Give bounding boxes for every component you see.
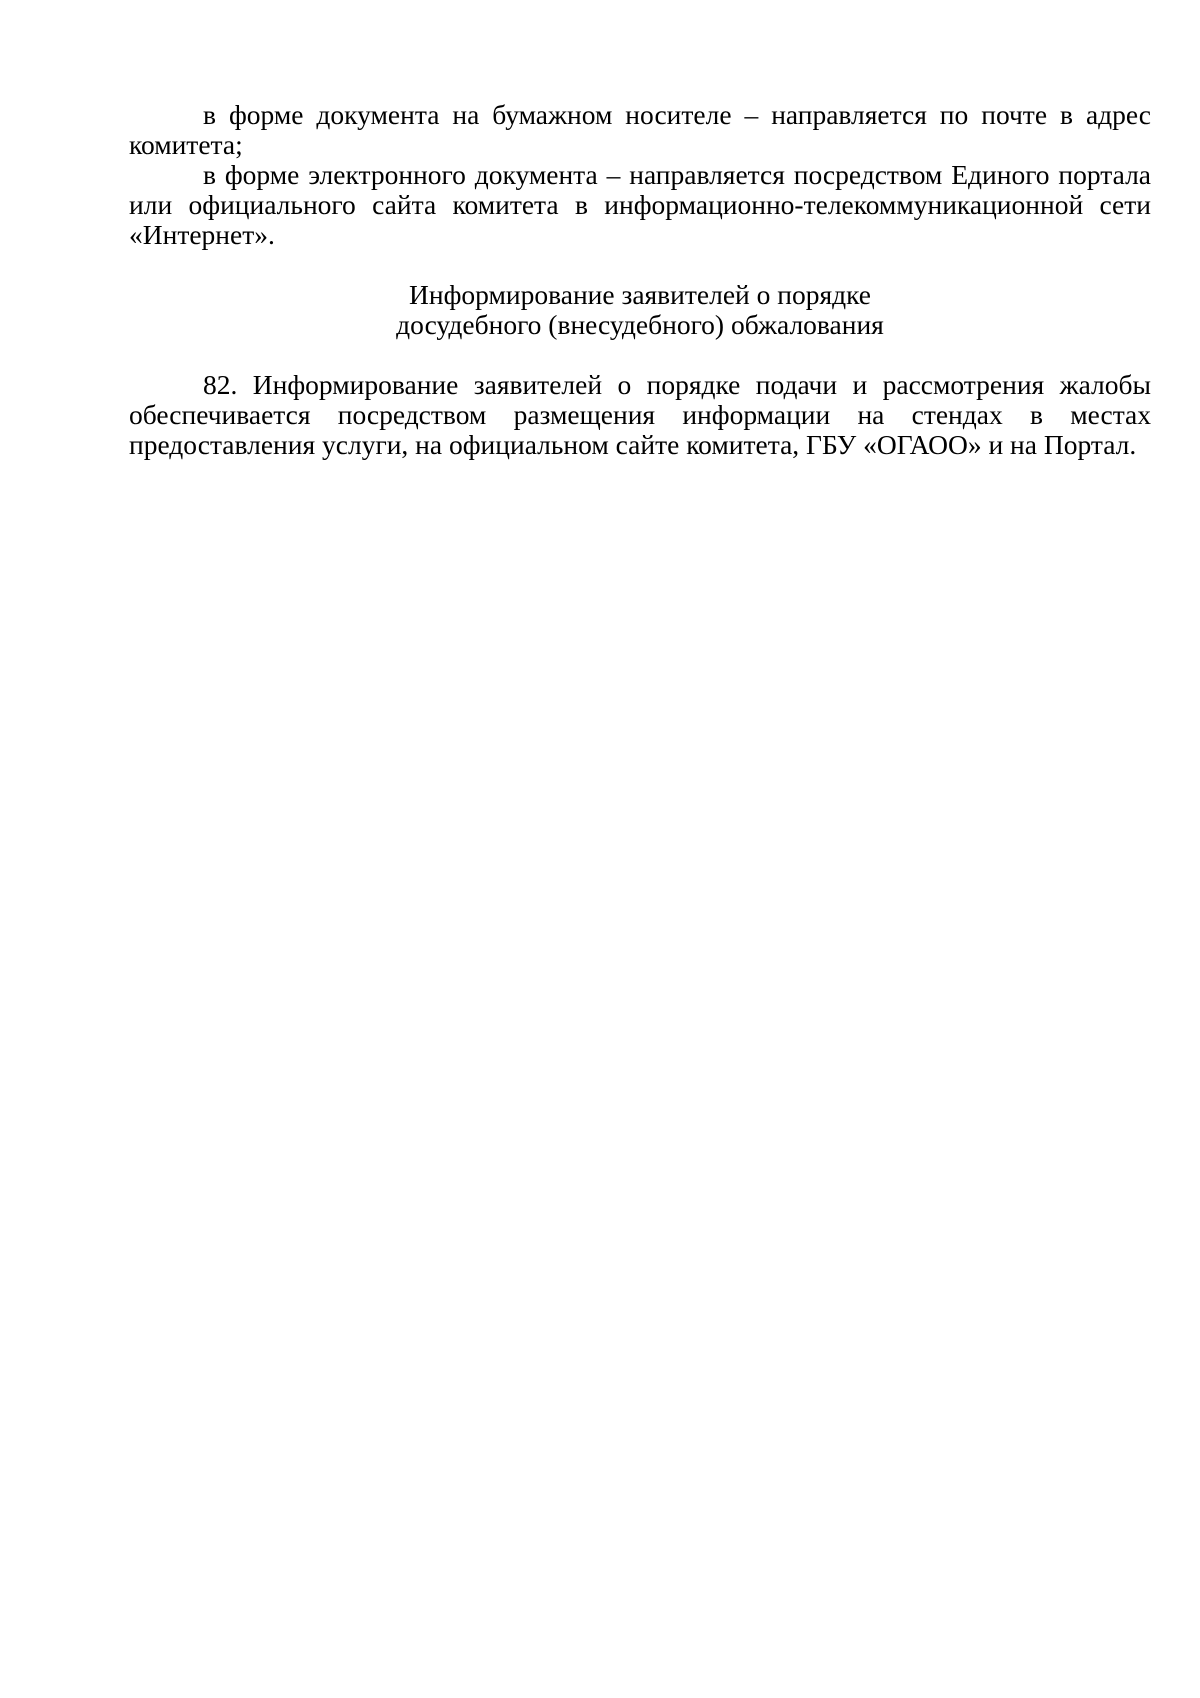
- section-heading-line-1: Информирование заявителей о порядке: [409, 279, 871, 310]
- paragraph-electronic-form: в форме электронного документа – направляется посредством Единого портала или официального сайта комитета в информационно-телекоммуникационной сети «Интернет».: [129, 159, 1151, 250]
- section-heading: [129, 280, 1151, 340]
- document-body: [129, 100, 1151, 460]
- section-heading-line-2: досудебного (внесудебного) обжалования: [396, 309, 884, 340]
- paragraph-82: 82. Информирование заявителей о порядке подачи и рассмотрения жалобы обеспечивается посредством размещения информации на стендах в местах предоставления услуги, на официальном сайте комитета, ГБУ «ОГАОО» и на Портал.: [129, 369, 1151, 460]
- paragraph-paper-form: в форме документа на бумажном носителе – направляется по почте в адрес комитета;: [129, 99, 1151, 160]
